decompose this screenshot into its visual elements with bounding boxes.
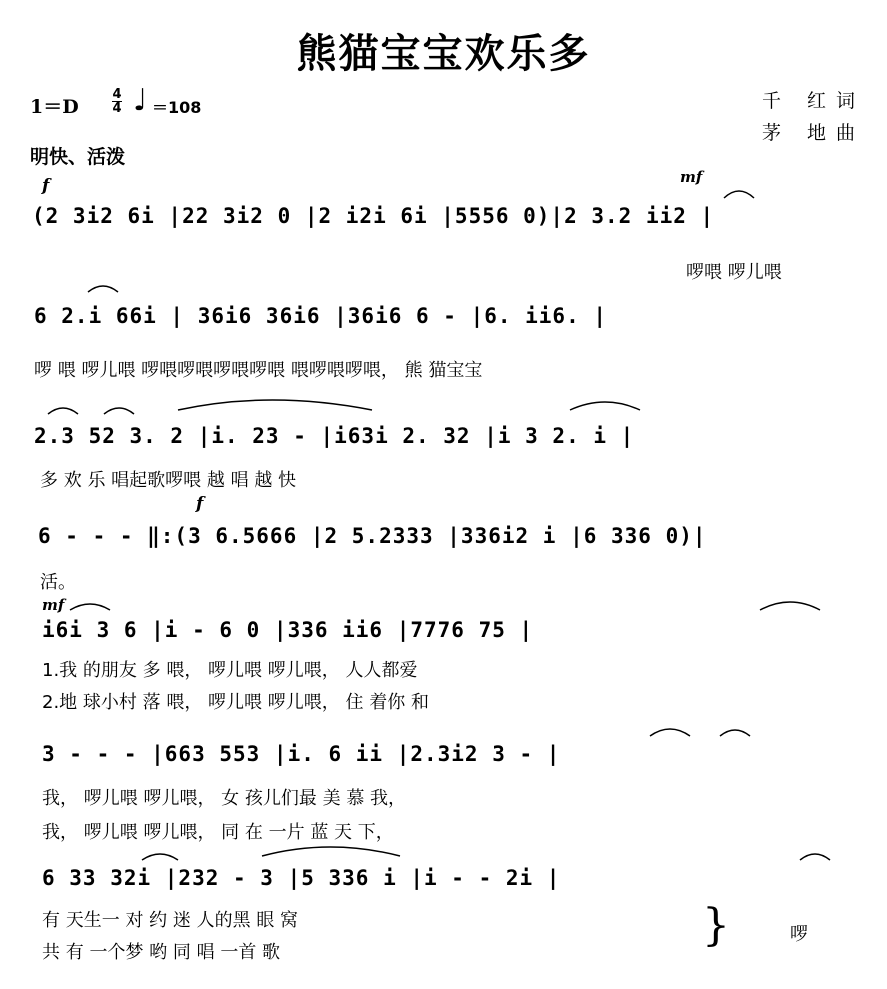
notation-line-1: (2 3i2 6i |22 3i2 0 |2 i2i 6i |5556 0)|2 3.2 ii2 | (32, 204, 715, 228)
slur (88, 286, 118, 292)
lyric-line-3: 多 欢 乐 唱起歌啰喂 越 唱 越 快 (40, 470, 297, 491)
notation-line-5: i6i 3 6 |i - 6 0 |336 ii6 |7776 75 | (42, 618, 534, 642)
key-signature: 1＝D (30, 96, 79, 118)
lyric-line-5b: 2.地 球小村 落 喂， 啰儿喂 啰儿喂， 住 着你 和 (42, 692, 429, 713)
slur (104, 408, 134, 414)
slur (570, 402, 640, 410)
lyric-line-1: 啰喂 啰儿喂 (686, 262, 782, 283)
slur (724, 191, 754, 198)
lyric-tail: 啰 (790, 924, 808, 945)
dynamic-forte: f (42, 176, 50, 196)
mood-marking: 明快、活泼 (30, 146, 126, 168)
lyric-line-5a: 1.我 的朋友 多 喂， 啰儿喂 啰儿喂， 人人都爱 (42, 660, 418, 681)
notation-line-4: 6 - - - ‖:(3 6.5666 |2 5.2333 |336i2 i |6 336 0)| (38, 524, 707, 548)
lyric-line-4: 活。 (40, 572, 76, 593)
slur (650, 729, 690, 736)
lyric-line-6a: 我， 啰儿喂 啰儿喂， 女 孩儿们最 美 慕 我， (42, 788, 407, 809)
lyric-line-7b: 共 有 一个梦 哟 同 唱 一首 歌 (42, 942, 281, 963)
notation-line-7: 6 33 32i |232 - 3 |5 336 i |i - - 2i | (42, 866, 561, 890)
notation-line-2: 6 2.i 66i | 36i6 36i6 |36i6 6 - |6. ii6. | (34, 304, 608, 328)
slur (142, 854, 178, 860)
brace-icon: } (702, 900, 730, 951)
slur (262, 847, 400, 856)
lyricist-credit: 千 红词 (762, 90, 866, 112)
slur (70, 604, 110, 610)
dynamic-mezzo-forte-2: mf (42, 596, 65, 614)
tempo-mark: ＝108 (152, 98, 202, 117)
time-signature-top: 4 (112, 87, 122, 102)
composer-credit: 茅 地曲 (762, 122, 866, 144)
slur (48, 408, 78, 414)
slur (760, 602, 820, 610)
slur (800, 854, 830, 860)
dynamic-forte-2: f (196, 494, 204, 514)
lyric-line-2: 啰 喂 啰儿喂 啰喂啰喂啰喂啰喂 喂啰喂啰喂， 熊 猫宝宝 (34, 360, 483, 381)
notation-line-6: 3 - - - |663 553 |i. 6 ii |2.3i2 3 - | (42, 742, 561, 766)
dynamic-mezzo-forte: mf (680, 168, 703, 186)
lyric-line-6b: 我， 啰儿喂 啰儿喂， 同 在 一片 蓝 天 下， (42, 822, 394, 843)
notation-line-3: 2.3 52 3. 2 |i. 23 - |i63i 2. 32 |i 3 2. i | (34, 424, 635, 448)
song-title: 熊猫宝宝欢乐多 (296, 30, 591, 77)
lyric-line-7a: 有 天生一 对 约 迷 人的黑 眼 窝 (42, 910, 299, 931)
slur (720, 730, 750, 736)
time-signature-bottom: 4 (112, 101, 122, 116)
quarter-note-icon: ♩ (133, 83, 148, 118)
slur (178, 400, 372, 410)
